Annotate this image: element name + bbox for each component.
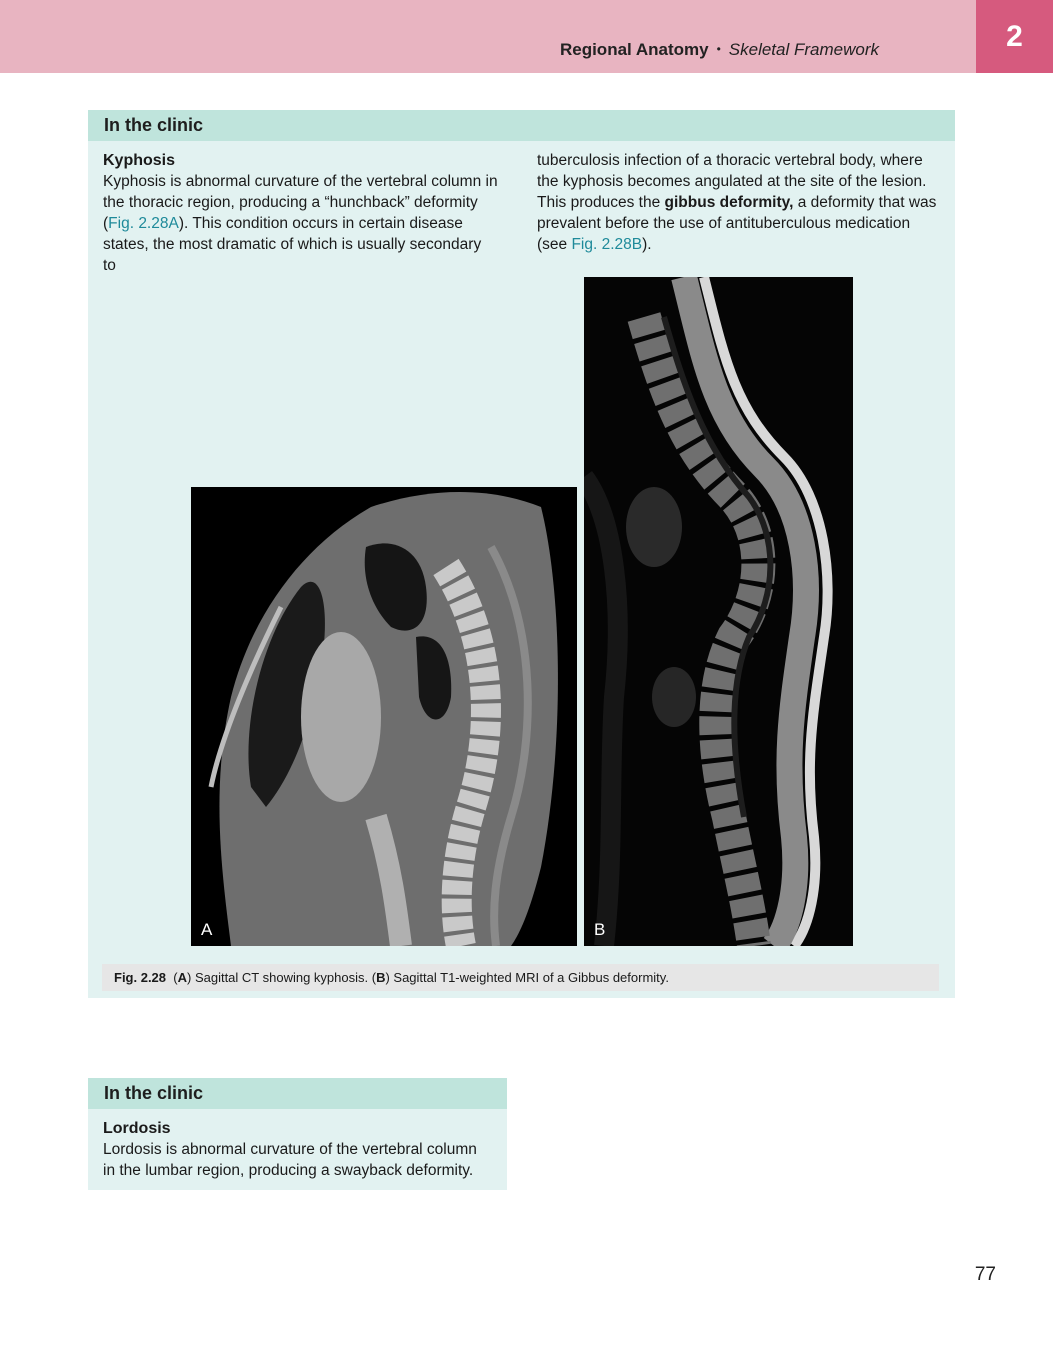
bold-term: gibbus deformity,	[664, 194, 794, 211]
caption-ref-b: B	[376, 970, 386, 985]
clinic-box-kyphosis	[88, 110, 955, 998]
mri-scan-illustration	[584, 277, 853, 946]
text-column-left	[103, 150, 498, 276]
ct-scan-illustration	[191, 487, 577, 946]
box-title: In the clinic	[88, 1078, 507, 1109]
figure-label-a: A	[201, 920, 213, 939]
figure-caption	[102, 964, 939, 991]
subsection-title: Skeletal Framework	[728, 40, 879, 59]
body-text: ). This condition occurs in certain disease states, the most dramatic of which is usually secondary to	[103, 215, 482, 274]
figure-label-b: B	[594, 920, 606, 939]
topic-title: Lordosis	[103, 1120, 171, 1137]
chapter-tab	[976, 0, 1053, 73]
figure-b-mri-image	[584, 277, 853, 946]
caption-text: ) Sagittal CT showing kyphosis. (	[187, 970, 377, 985]
box-title: In the clinic	[88, 110, 955, 141]
body-text: tuberculosis infection of a thoracic vertebral body, where the kyphosis becomes angulated at the site of the lesion. This produces the	[537, 152, 927, 211]
caption-ref-a: A	[177, 970, 187, 985]
topic-title: Kyphosis	[103, 152, 176, 169]
separator-dot: •	[716, 42, 721, 56]
page-header-bar	[0, 0, 976, 73]
figure-a-ct-image	[191, 487, 577, 946]
running-head	[560, 40, 879, 60]
text-column	[103, 1118, 493, 1181]
body-text: ).	[642, 236, 652, 253]
body-text: Lordosis is abnormal curvature of the vertebral column in the lumbar region, producing a swayback deformity.	[103, 1141, 477, 1179]
caption-text: (	[173, 970, 178, 985]
section-title: Regional Anatomy	[559, 40, 709, 59]
chapter-number: 2	[1006, 19, 1023, 53]
caption-label: Fig. 2.28	[114, 970, 167, 985]
caption-text: ) Sagittal T1-weighted MRI of a Gibbus deformity.	[385, 970, 669, 985]
page-number: 77	[974, 1264, 996, 1285]
text-column-right	[537, 150, 942, 255]
body-text: a deformity that was prevalent before the use of antituberculous medication (see	[537, 194, 937, 253]
body-text: Kyphosis is abnormal curvature of the vertebral column in the thoracic region, producing a “hunchback” deformity (	[103, 173, 498, 232]
figure-link[interactable]: Fig. 2.28B	[571, 236, 643, 253]
clinic-box-lordosis	[88, 1078, 507, 1190]
figure-link[interactable]: Fig. 2.28A	[108, 215, 179, 232]
